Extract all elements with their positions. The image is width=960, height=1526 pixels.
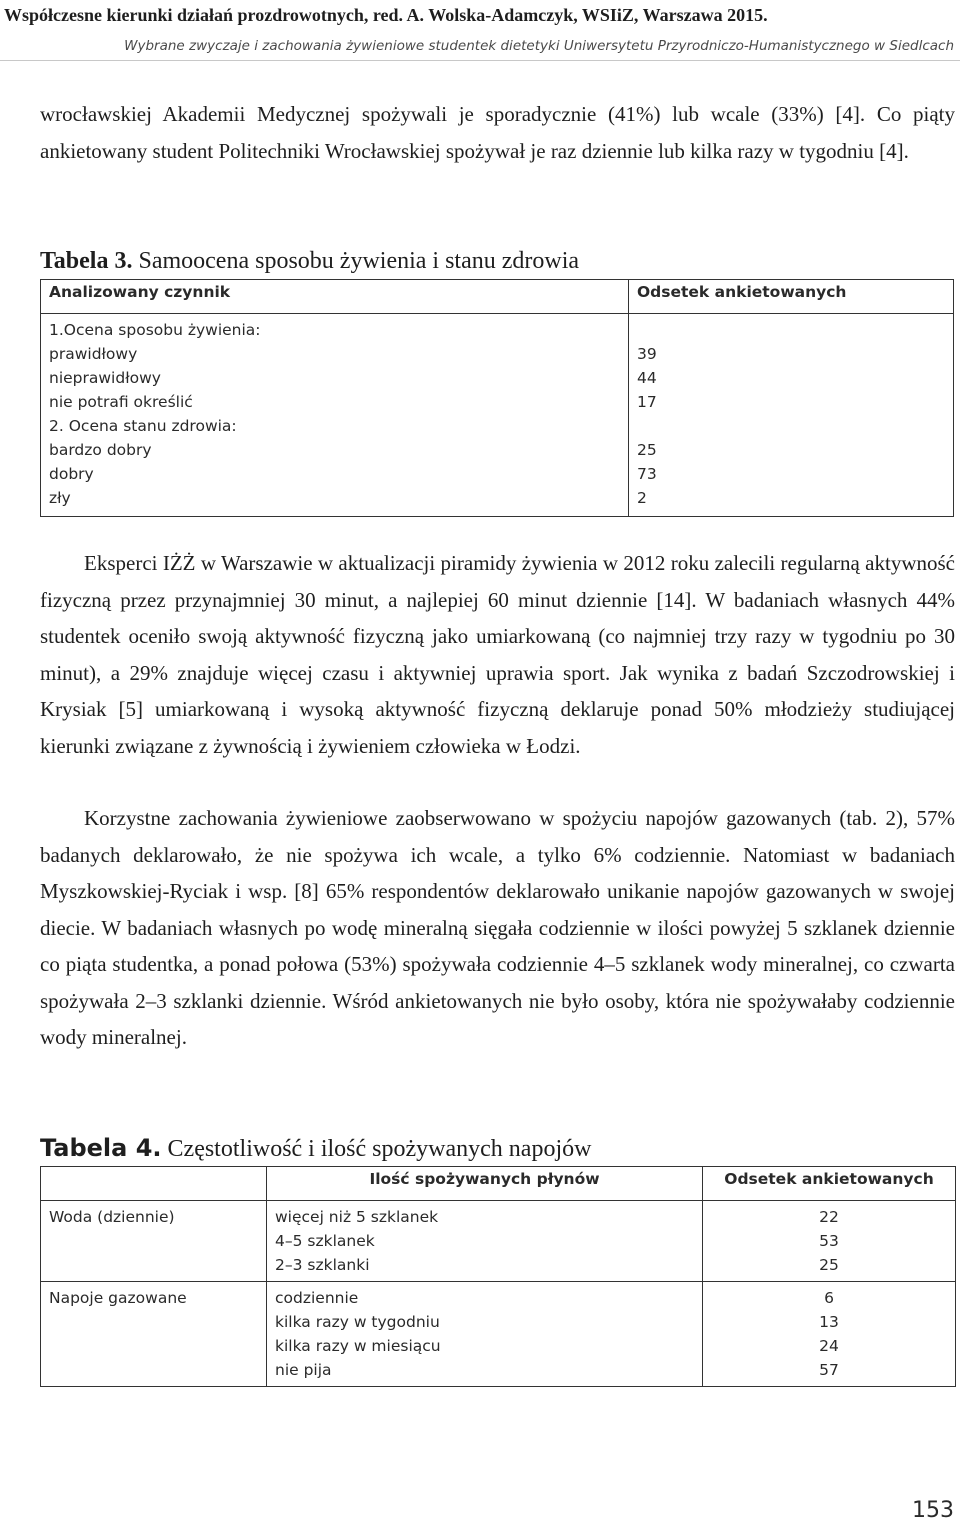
table-3-value: 73 <box>637 465 657 483</box>
table-4-value: 6 <box>824 1289 834 1307</box>
paragraph-beverages: Korzystne zachowania żywieniowe zaobserwowano w spożyciu napojów gazowanych (tab. 2), 57% badanych deklarowało, że nie spożywa ich wcale, a tylko 6% codziennie. Natomiast w badaniach Myszkowskiej-Ryciak i wsp. [8] 65% respondentów deklarowało unikanie napojów gazowanych w swojej diecie. W badaniach własnych po wodę mineralną sięgała codziennie w ilości powyżej 5 szklanek dziennie co piąta studentka, a ponad połowa (53%) spożywała codziennie 4–5 szklanek wody mineralnej, co czwarta spożywała 2–3 szklanki dziennie. Wśród ankietowanych nie było osoby, która nie spożywałaby codziennie wody mineralnej. <box>40 806 955 1049</box>
page-number: 153 <box>912 1498 954 1523</box>
table-4 <box>40 1166 956 1387</box>
table-4-item: nie pija <box>275 1361 332 1379</box>
header-divider <box>0 60 960 61</box>
table-4-value: 22 <box>819 1208 839 1226</box>
table-3-value: 25 <box>637 441 657 459</box>
table-3 <box>40 279 954 517</box>
paragraph-continuation: wrocławskiej Akademii Medycznej spożywali je sporadycznie (41%) lub wcale (33%) [4]. Co piąty ankietowany student Politechniki Wrocławskiej spożywał je raz dziennie lub kilka razy w tygodniu [4]. <box>40 102 955 163</box>
table-4-item: 2–3 szklanki <box>275 1256 370 1274</box>
table-4-header-row <box>41 1167 956 1201</box>
running-header-subtitle: Wybrane zwyczaje i zachowania żywieniowe studentek dietetyki Uniwersytetu Przyrodniczo-Humanistycznego w Siedlcach <box>124 38 954 54</box>
table-4-value: 53 <box>819 1232 839 1250</box>
table-4-value: 25 <box>819 1256 839 1274</box>
table-4-category: Napoje gazowane <box>41 1282 267 1387</box>
table-3-group-heading: 2. Ocena stanu zdrowia: <box>49 417 237 435</box>
table-4-item: codziennie <box>275 1289 359 1307</box>
table-3-item: nie potrafi określić <box>49 393 193 411</box>
table-4-values-cell <box>703 1282 956 1387</box>
table-3-group-heading: 1.Ocena sposobu żywienia: <box>49 321 261 339</box>
table-4-value: 13 <box>819 1313 839 1331</box>
table-3-caption <box>40 246 579 276</box>
table-3-item: dobry <box>49 465 94 483</box>
table-4-item: kilka razy w miesiącu <box>275 1337 441 1355</box>
table-3-item: prawidłowy <box>49 345 138 363</box>
table-3-label: Tabela 3. <box>40 248 133 274</box>
table-4-item: 4–5 szklanek <box>275 1232 375 1250</box>
table-4-title: Częstotliwość i ilość spożywanych napojów <box>167 1136 592 1162</box>
table-4-item: kilka razy w tygodniu <box>275 1313 440 1331</box>
table-3-factors-cell <box>41 314 629 517</box>
table-4-value: 57 <box>819 1361 839 1379</box>
table-3-item: bardzo dobry <box>49 441 152 459</box>
table-4-col-percent: Odsetek ankietowanych <box>703 1167 956 1201</box>
table-3-col-factor: Analizowany czynnik <box>41 280 629 314</box>
table-4-category: Woda (dziennie) <box>41 1201 267 1282</box>
table-3-value: 17 <box>637 393 657 411</box>
table-3-header-row <box>41 280 954 314</box>
table-3-value: 39 <box>637 345 657 363</box>
table-3-values-cell <box>629 314 954 517</box>
paragraph-physical-activity: Eksperci IŻŻ w Warszawie w aktualizacji piramidy żywienia w 2012 roku zalecili regularną aktywność fizyczną przez przynajmniej 30 minut, a najlepiej 60 minut dziennie [14]. W badaniach własnych 44% studentek oceniło swoją aktywność fizyczną jako umiarkowaną (co najmniej trzy razy w tygodniu po 30 minut), a 29% znajduje więcej czasu i aktywniej uprawia sport. Jak wynika z badań Szczodrowskiej i Krysiak [5] umiarkowaną i wysoką aktywność fizyczną deklaruje ponad 50% młodzieży studiującej kierunki związane z żywnością i żywieniem człowieka w Łodzi. <box>40 551 955 758</box>
table-3-body-row <box>41 314 954 517</box>
table-4-items-cell <box>267 1282 703 1387</box>
table-3-item: zły <box>49 489 71 507</box>
table-4-col-amount: Ilość spożywanych płynów <box>267 1167 703 1201</box>
table-3-item: nieprawidłowy <box>49 369 161 387</box>
table-4-values-cell <box>703 1201 956 1282</box>
running-header-title: Współczesne kierunki działań prozdrowotnych, red. A. Wolska-Adamczyk, WSIiZ, Warszawa 2015. <box>4 5 768 25</box>
table-4-caption <box>40 1133 591 1164</box>
table-4-row-water <box>41 1201 956 1282</box>
table-3-value: 44 <box>637 369 657 387</box>
table-3-value: 2 <box>637 489 647 507</box>
table-4-items-cell <box>267 1201 703 1282</box>
table-4-label: Tabela 4. <box>40 1134 162 1162</box>
table-4-item: więcej niż 5 szklanek <box>275 1208 439 1226</box>
table-4-row-soda <box>41 1282 956 1387</box>
table-4-col-empty <box>41 1167 267 1201</box>
table-3-title: Samoocena sposobu żywienia i stanu zdrowia <box>138 248 580 274</box>
table-4-value: 24 <box>819 1337 839 1355</box>
table-3-col-percent: Odsetek ankietowanych <box>629 280 954 314</box>
